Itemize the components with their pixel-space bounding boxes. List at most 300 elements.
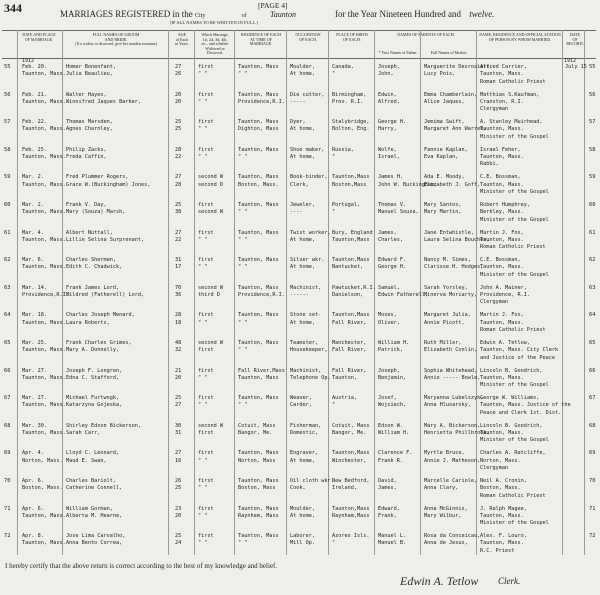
- record-date: Mar. 25.: [22, 340, 47, 346]
- record-num: 70: [4, 478, 11, 484]
- record-rnum: 56: [589, 91, 596, 98]
- record-res: Taunton, Mass " ": [238, 312, 279, 326]
- record-age: 31 17: [175, 257, 182, 271]
- record-groom: Walter Hayes,: [66, 91, 107, 98]
- table-row: [2, 147, 596, 169]
- table-row: [2, 230, 596, 252]
- record-groom: Frank V. Day,: [66, 202, 107, 208]
- record-rnum: 69: [589, 450, 596, 457]
- record-res: Taunton, Mass Boston, Mass.: [238, 174, 279, 188]
- table-row: [2, 312, 596, 334]
- record-occ: Teamster, Housekeeper,: [290, 340, 328, 354]
- record-official: Charles A. Ratcliffe, Norton, Mass. Clergyman: [480, 450, 546, 471]
- record-num: 65: [4, 340, 11, 346]
- record-bride: Mary A. Donnelly,: [66, 347, 120, 354]
- record-which: first " ": [198, 64, 214, 78]
- record-place: Taunton, Mass.: [22, 319, 66, 326]
- record-groom: Shirley Edson Bickerson,: [66, 422, 141, 429]
- record-groom: Thomas Marsden,: [66, 119, 113, 126]
- header-official: NAME, RESIDENCE AND OFFICIAL STATION OF PERSON BY WHOM MARRIED.: [479, 32, 561, 42]
- record-num: 67: [4, 395, 11, 402]
- table-row: [2, 423, 596, 445]
- record-date: Mar. 18.: [22, 312, 47, 319]
- record-birth: Birmingham, Prov. R.I.: [332, 91, 367, 105]
- title-year-text: [335, 9, 494, 19]
- record-which: second W first: [198, 422, 223, 437]
- record-occ: Twist worker, At home,: [290, 229, 331, 243]
- record-num: 55: [4, 64, 11, 70]
- table-row: [2, 450, 596, 472]
- record-which: second W third D: [198, 284, 223, 299]
- record-res: Cotuit, Mass Bangor, Me.: [238, 422, 276, 437]
- table-row: [2, 202, 596, 224]
- record-occ: Moulder, At home,: [290, 505, 315, 519]
- record-father: Edward F. George H.: [378, 257, 407, 271]
- record-which: first " ": [198, 533, 214, 547]
- record-mother: Sophia Whitehead, Annie ----- Bowle,: [424, 367, 481, 381]
- record-num: 57: [4, 119, 11, 126]
- record-father: Edson W. William H.: [378, 422, 410, 437]
- title-city-label: City: [195, 13, 206, 19]
- header-date: DATE AND PLACE OF MARRIAGE.: [22, 32, 56, 42]
- record-date: Feb. 25.: [22, 146, 47, 153]
- record-num: 72: [4, 533, 11, 540]
- record-occ: Machinist, Telephone Op.: [290, 367, 331, 381]
- record-date: Apr. 4.: [22, 450, 44, 457]
- record-mother: Rosa da Conceicao, Anna de Jesus,: [424, 533, 481, 547]
- record-father: Edwin, Alfred,: [378, 91, 400, 105]
- table-row: [2, 92, 596, 114]
- record-rnum: 57: [589, 119, 596, 126]
- record-father: Moses, Oliver,: [378, 312, 400, 326]
- record-res: Taunton, Mass Norton, Mass: [238, 450, 279, 464]
- record-place: Taunton, Mass.: [22, 347, 66, 354]
- record-res: Taunton, Mass " ": [238, 202, 279, 216]
- record-place: Taunton, Mass.: [22, 236, 66, 243]
- header-record: DATE OF RECORD.: [566, 32, 584, 47]
- certification-text: I hereby certify that the above return is correct according to the best of my knowledge and belief.: [5, 562, 278, 570]
- record-place: Taunton, Mass.: [22, 154, 66, 161]
- record-place: Norton, Mass.: [22, 457, 63, 464]
- header-residence: RESIDENCE OF EACH AT TIME OF MARRIAGE.: [240, 32, 281, 47]
- record-father: James H. John W. Buckingham,: [378, 174, 438, 188]
- form-page-label: [PAGE 4]: [258, 1, 288, 10]
- table-row: [2, 285, 596, 307]
- table-row: [2, 395, 596, 417]
- record-res: Taunton, Mass " ": [238, 229, 279, 243]
- record-birth: Bury, England Taunton,Mass: [332, 229, 373, 243]
- record-mother: Jemima Swift, Margaret Ann Warren,: [424, 119, 487, 133]
- record-mother: Maryanna Lubelszyk, Anna Hlusarsky,: [424, 395, 484, 409]
- record-which: first " ": [198, 119, 214, 133]
- header-names: FULL NAMES OF GROOM AND BRIDE. (If a widow or divorced, give her maiden surname): [75, 32, 157, 47]
- record-rnum: 62: [589, 257, 596, 264]
- record-age: 21 20: [175, 367, 182, 381]
- record-record: July 15: [565, 64, 587, 70]
- table-row: [2, 119, 596, 141]
- record-father: Edward, Frank,: [378, 505, 400, 519]
- record-date: Feb. 22.: [22, 119, 47, 126]
- record-occ: Oil cloth wkr. Cook,: [290, 478, 334, 492]
- record-birth: Stalybridge, Bolton, Eng.: [332, 119, 370, 133]
- record-which: first " ": [198, 312, 214, 326]
- record-bride: Katarzyna Gojeska,: [66, 402, 123, 409]
- record-date: Mar. 6.: [22, 257, 44, 264]
- record-official: Matthias S.Kaufman, Cranston, R.I. Clergyman: [480, 91, 540, 113]
- record-rnum: 60: [589, 202, 596, 208]
- record-age: 25 38: [175, 202, 182, 216]
- record-age: 27 28: [175, 174, 182, 188]
- record-place: Boston, Mass.: [22, 485, 63, 492]
- register-title: [60, 9, 247, 19]
- record-res: Taunton, Mass Boston, Mass: [238, 478, 279, 492]
- record-rnum: 72: [589, 533, 596, 540]
- record-place: Taunton, Mass.: [22, 181, 66, 188]
- record-groom: William Gorman,: [66, 505, 113, 512]
- column-header-row: [2, 30, 596, 59]
- record-date: Mar. 4.: [22, 229, 44, 236]
- record-rnum: 64: [589, 312, 596, 319]
- record-which: second W first: [198, 340, 223, 354]
- record-which: second W second D: [198, 174, 223, 188]
- record-father: William H. Patrick,: [378, 340, 410, 354]
- record-groom: Charles Sherman,: [66, 257, 116, 264]
- record-age: 28 18: [175, 312, 182, 326]
- record-place: Taunton, Mass.: [22, 540, 66, 547]
- record-official: Neil A. Cronin, Boston, Mass. Roman Catholic Priest: [480, 478, 546, 499]
- record-res: Taunton, Mass Providence,R.I.: [238, 91, 285, 105]
- record-bride: Agnes Charnley,: [66, 126, 113, 133]
- record-bride: Freda Caffin,: [66, 154, 107, 161]
- record-bride: Sarah Carr,: [66, 430, 101, 437]
- record-which: first " ": [198, 229, 214, 243]
- record-age: 25 25: [175, 119, 182, 133]
- record-father: George H. Harry,: [378, 119, 407, 133]
- record-num: 71: [4, 505, 11, 512]
- record-res: Taunton, Mass " ": [238, 64, 279, 78]
- record-date: Apr. 8.: [22, 533, 44, 540]
- record-official: Lincoln B. Goodrich, Taunton, Mass. Minister of the Gospel: [480, 367, 549, 389]
- record-place: Taunton, Mass.: [22, 264, 66, 271]
- record-birth: Manchester, Fall River,: [332, 340, 367, 354]
- header-parents: NAMES OF PARENTS OF EACH.: [397, 32, 455, 37]
- record-res: Taunton, Mass Dighton, Mass: [238, 119, 279, 133]
- title-left: MARRIAGES REGISTERED in the: [60, 9, 193, 19]
- record-mother: Ada E. Moody, Elizabeth J. Goff,: [424, 174, 481, 188]
- record-birth: Taunton,Mass Winchester,: [332, 450, 370, 464]
- record-official: Israel Feher, Taunton, Mass. Rabbi,: [480, 146, 524, 168]
- record-rnum: 68: [589, 422, 596, 429]
- record-mother: Mary A. Bickerson, Henrietta Phillbrook,: [424, 422, 490, 437]
- record-mother: Emma Chamberlain, Alice Jaques,: [424, 91, 478, 105]
- record-num: 69: [4, 450, 11, 457]
- record-age: 26 25: [175, 478, 182, 492]
- record-occ: Dyer, At home,: [290, 119, 315, 133]
- record-mother: Fannie Kaplan, Eva Kaplan,: [424, 146, 468, 161]
- record-which: first second W: [198, 202, 223, 216]
- record-date: Feb. 20.: [22, 64, 47, 70]
- record-father: Joseph, John,: [378, 64, 400, 78]
- record-mother: Sarah Yorsley, Minerva Moriarty,: [424, 284, 478, 299]
- record-num: 56: [4, 91, 11, 98]
- record-res: Taunton, Mass " ": [238, 257, 279, 271]
- record-mother: Marcelle Cariole, Anna Clary,: [424, 478, 478, 492]
- record-rnum: 71: [589, 505, 596, 512]
- record-official: Robert Humphrey, Berkley, Mass. Minister of the Gospel: [480, 202, 549, 223]
- record-bride: Catherine Connell,: [66, 485, 123, 492]
- record-date: Apr. 6.: [22, 478, 44, 484]
- record-bride: Laura Roberts,: [66, 319, 110, 326]
- record-father: Manuel L. Manuel B.: [378, 533, 407, 547]
- record-rnum: 61: [589, 229, 596, 236]
- record-res: Taunton, Mass " ": [238, 395, 279, 409]
- record-rnum: 58: [589, 146, 596, 153]
- record-place: Taunton, Mass.: [22, 430, 66, 437]
- record-groom: Fred Plummer Rogers,: [66, 174, 129, 181]
- record-official: J. Ralph Magee, Taunton, Mass. Minister of the Gospel: [480, 505, 549, 527]
- header-father: * First Names of Father.: [378, 50, 418, 55]
- year-right: 1912: [564, 58, 577, 64]
- record-which: first " ": [198, 505, 214, 519]
- record-father: Thomas V. Manuel Souza,: [378, 202, 419, 216]
- record-official: C.E. Bossman, Taunton, Mass. Minister of the Gospel: [480, 174, 549, 195]
- title-year: twelve.: [469, 9, 495, 19]
- record-date: Mar. 2.: [22, 174, 44, 181]
- record-father: Samuel, Edwin Fatherell,: [378, 284, 428, 299]
- record-birth: Austria, ": [332, 395, 357, 409]
- record-bride: Edna C. Stafford,: [66, 374, 120, 381]
- record-father: Clarence F. Frank R.: [378, 450, 413, 464]
- record-father: Josef, Wojciech,: [378, 395, 407, 409]
- record-age: 25 27: [175, 395, 182, 409]
- record-res: Taunton, Mass " ": [238, 340, 279, 354]
- record-place: Taunton, Mass.: [22, 402, 66, 409]
- record-occ: Die cutter, -----: [290, 91, 325, 105]
- record-father: Wolfe, Israel,: [378, 146, 400, 161]
- record-age: 27 22: [175, 229, 182, 243]
- record-official: A. Stanley Muirhead, Taunton, Mass. Minister of the Gospel: [480, 119, 549, 140]
- record-groom: Frank Charles Grimes,: [66, 340, 132, 346]
- record-birth: Taunton,Mass Raynham,Mass: [332, 505, 370, 519]
- record-mother: Jane Entwhistle, Laura Selina Boucher,: [424, 229, 490, 243]
- record-birth: Taunton,Mass Fall River,: [332, 312, 370, 326]
- record-birth: New Bedford, Ireland,: [332, 478, 370, 492]
- record-mother: Margaret Julia, Annie Picott,: [424, 312, 471, 326]
- record-occ: Machinist, ------: [290, 284, 322, 299]
- table-row: [2, 478, 596, 500]
- record-place: Taunton, Mass.: [22, 209, 66, 216]
- record-groom: Charles Bariolt,: [66, 478, 116, 484]
- record-official: Lincoln B. Goodrich, Taunton, Mass. Minister of the Gospel: [480, 422, 549, 444]
- record-num: 66: [4, 367, 11, 374]
- record-which: first " ": [198, 91, 214, 105]
- record-groom: Lloyd C. Leonard,: [66, 450, 120, 457]
- record-groom: Michael Furtwngk,: [66, 395, 120, 402]
- record-bride: Lillie Selina Surprenant,: [66, 236, 145, 243]
- record-bride: Alberta M. Hearne,: [66, 512, 123, 519]
- record-birth: Fall River, Taunton,: [332, 367, 367, 381]
- record-bride: Grace W.(Buckingham) Jones,: [66, 181, 151, 188]
- record-num: 62: [4, 257, 11, 264]
- record-groom: Charles Joseph Menard,: [66, 312, 135, 319]
- record-birth: Pawtucket,R.I. Danielson,: [332, 284, 376, 299]
- record-age: 48 32: [175, 340, 182, 354]
- record-res: Fall River,Mass Taunton, Mass: [238, 367, 285, 381]
- record-rnum: 55: [589, 64, 596, 70]
- record-age: 27 16: [175, 450, 182, 464]
- record-father: Joseph, Benjamin,: [378, 367, 407, 381]
- record-place: Taunton, Mass.: [22, 126, 66, 133]
- record-place: Taunton, Mass.: [22, 98, 66, 105]
- record-groom: Philip Zacks,: [66, 146, 107, 153]
- record-official: George W. Williams, Taunton, Mass. Justice of the Peace and Clerk 1st. Dist.: [480, 395, 571, 416]
- record-place: Taunton, Mass.: [22, 71, 66, 78]
- record-occ: Weaver, Carder,: [290, 395, 312, 409]
- record-official: Alex. F. Louro, Taunton, Mass. R.C. Priest: [480, 533, 527, 554]
- record-official: Alfred Carrier, Taunton, Mass. Roman Catholic Priest: [480, 64, 546, 85]
- record-res: Taunton, Mass Raynham, Mass: [238, 505, 279, 519]
- record-occ: Silver wkr. At home,: [290, 257, 325, 271]
- record-res: Taunton, Mass " ": [238, 146, 279, 161]
- record-rnum: 66: [589, 367, 596, 374]
- record-date: Apr. 6.: [22, 505, 44, 512]
- record-place: Providence,R.I.: [22, 292, 69, 299]
- record-date: Mar. 2.: [22, 202, 44, 208]
- record-occ: Shoe maker, At home,: [290, 146, 325, 161]
- record-age: 25 24: [175, 533, 182, 547]
- record-num: 60: [4, 202, 11, 208]
- table-row: [2, 174, 596, 196]
- record-which: first " ": [198, 395, 214, 409]
- record-date: Mar. 14.: [22, 284, 47, 291]
- record-num: 64: [4, 312, 11, 319]
- record-num: 63: [4, 284, 11, 291]
- table-row: [2, 506, 596, 528]
- record-occ: Laborer, Mill Op.: [290, 533, 315, 547]
- record-mother: Mary Santos, Mary Martin,: [424, 202, 462, 216]
- record-num: 68: [4, 422, 11, 429]
- record-mother: Anna McGinnis, Mary Wilbur,: [424, 505, 468, 519]
- record-which: first " ": [198, 146, 214, 161]
- record-rnum: 67: [589, 395, 596, 402]
- record-rnum: 65: [589, 340, 596, 346]
- record-occ: Engraver, At home,: [290, 450, 319, 464]
- record-birth: Taunton,Mass Nantucket,: [332, 257, 370, 271]
- record-birth: Canada, ": [332, 64, 354, 78]
- record-age: 20 20: [175, 91, 182, 105]
- record-occ: Moulder, At home,: [290, 64, 315, 78]
- table-row: [2, 368, 596, 390]
- record-official: C.E. Bossman, Taunton, Mass. Minister of the Gospel: [480, 257, 549, 278]
- record-date: Mar. 27.: [22, 367, 47, 374]
- title-city: Taunton: [270, 10, 296, 19]
- record-mother: Myrtle Bruce, Annie J. Matheson,: [424, 450, 481, 464]
- clerk-signature: Edwin A. Tetlow: [400, 574, 479, 588]
- record-official: John A. Mainer, Providence, R.I. Clergyman: [480, 284, 530, 306]
- table-row: [2, 533, 596, 555]
- record-birth: Portugal, ": [332, 202, 361, 216]
- header-which: Which Marriage, 1st, 2d, 3d, 4th, etc., and whether Widowed or Divorced.: [201, 32, 229, 56]
- record-which: first " ": [198, 367, 214, 381]
- table-row: [2, 257, 596, 279]
- record-birth: Azores Isls. ": [332, 533, 370, 547]
- header-mother: Full Names of Mother.: [430, 50, 468, 55]
- record-official: Martin J. Fox, Taunton, Mass. Roman Catholic Priest: [480, 229, 546, 251]
- record-groom: Albert Nuttall,: [66, 229, 113, 236]
- record-groom: Jose Lima Carvalho,: [66, 533, 126, 540]
- record-which: first " ": [198, 450, 214, 464]
- record-occ: Fisherman, Domestic,: [290, 422, 322, 437]
- record-official: Martin J. Fox, Taunton, Mass. Roman Catholic Priest: [480, 312, 546, 333]
- record-rnum: 63: [589, 284, 596, 291]
- record-mother: Marguerite Desrosiers, Lucy Pois,: [424, 64, 493, 78]
- record-bride: Julia Beaulieu,: [66, 71, 113, 78]
- record-occ: Stone set- At home,: [290, 312, 322, 326]
- record-res: Taunton, Mass " ": [238, 533, 279, 547]
- record-date: Mar. 27.: [22, 395, 47, 402]
- record-father: David, James,: [378, 478, 397, 492]
- record-occ: Book-binder, Clerk,: [290, 174, 328, 188]
- record-groom: Joseph F. Longren,: [66, 367, 123, 374]
- record-bride: Mildred (Fatherell) Lord,: [66, 292, 145, 299]
- record-bride: Maud E. Swan,: [66, 457, 107, 464]
- record-age: 28 22: [175, 146, 182, 161]
- record-birth: Cotuit, Mass Bangor, Me.: [332, 422, 370, 437]
- record-age: 23 20: [175, 505, 182, 519]
- record-place: Taunton, Mass.: [22, 374, 66, 381]
- record-occ: Jeweler, ----: [290, 202, 315, 216]
- table-row: [2, 340, 596, 362]
- record-bride: Anna Bento Correa,: [66, 540, 123, 547]
- record-num: 58: [4, 146, 11, 153]
- record-groom: Homer Bonenfant,: [66, 64, 116, 70]
- record-rnum: 70: [589, 478, 596, 484]
- record-date: Mar. 30.: [22, 422, 47, 429]
- record-father: James, Charles,: [378, 229, 403, 243]
- page-number: 344: [4, 1, 22, 15]
- record-which: first " ": [198, 478, 214, 492]
- record-official: Edwin A. Tetlow, Taunton, Mass. City Clerk and Justice of the Peace: [480, 340, 559, 361]
- title-right: for the Year Nineteen Hundred and: [335, 9, 461, 19]
- record-bride: Edith C. Chadwick,: [66, 264, 123, 271]
- record-res: Taunton, Mass Providence,R.I.: [238, 284, 285, 299]
- record-mother: Nancy M. Simes, Clarisse H. Hodges,: [424, 257, 484, 271]
- record-age: 70 36: [175, 284, 182, 299]
- record-bride: Winnifred Jaques Barker,: [66, 98, 141, 105]
- year-left: 1912: [22, 58, 35, 64]
- title-of: of: [241, 13, 247, 19]
- table-row: [2, 64, 596, 86]
- record-date: Feb. 21.: [22, 91, 47, 98]
- record-place: Taunton, Mass.: [22, 512, 66, 519]
- header-age: AGE of Each in Years.: [175, 32, 189, 47]
- header-occupation: OCCUPATION OF EACH.: [295, 32, 321, 42]
- record-birth: Taunton,Mass Boston,Mass: [332, 174, 370, 188]
- record-age: 27 26: [175, 64, 182, 78]
- record-birth: Russia, ": [332, 146, 354, 161]
- record-mother: Ruth Miller, Elizabeth Conlin,: [424, 340, 478, 354]
- record-rnum: 59: [589, 174, 596, 181]
- record-num: 59: [4, 174, 11, 181]
- record-age: 30 31: [175, 422, 182, 437]
- subtitle: [IF ALL NAMES TO BE WRITTEN IN FULL.]: [170, 20, 258, 25]
- header-birth: PLACE OF BIRTH OF EACH.: [336, 32, 368, 42]
- record-groom: Frank James Lord,: [66, 284, 120, 291]
- record-which: first " ": [198, 257, 214, 271]
- record-bride: Mary (Souza) Marsh,: [66, 209, 126, 216]
- record-num: 61: [4, 229, 11, 236]
- clerk-label: Clerk.: [498, 576, 521, 586]
